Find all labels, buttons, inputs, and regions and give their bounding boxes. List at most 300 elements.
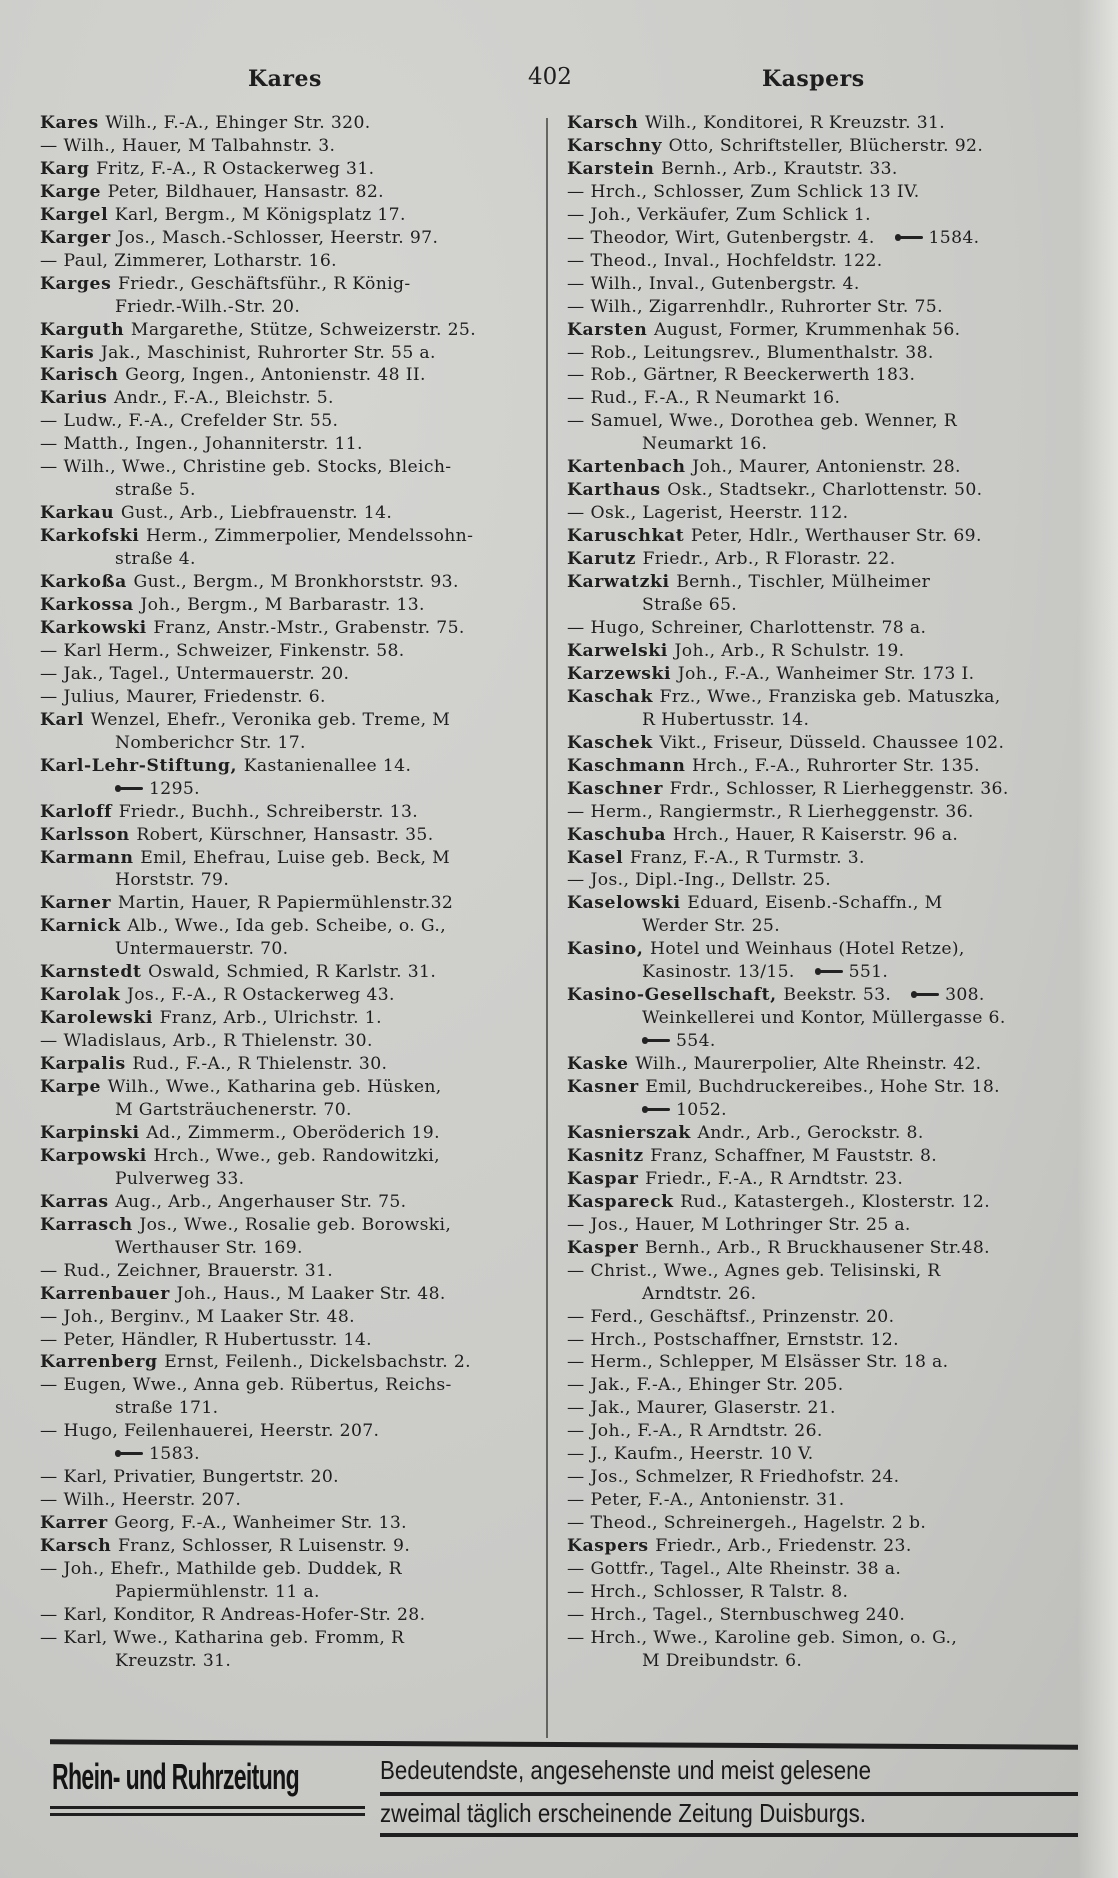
entry-continuation xyxy=(40,778,550,801)
entry-details: straße 171. xyxy=(115,1398,219,1419)
entry-details: Jak., Tagel., Untermauerstr. 20. xyxy=(63,663,350,684)
entry-continuation xyxy=(567,1650,1087,1673)
entry-details: Straße 65. xyxy=(642,595,738,616)
entry-details: Wilh., Hauer, M Talbahnstr. 3. xyxy=(63,135,336,156)
entry-details: Papiermühlenstr. 11 a. xyxy=(115,1582,320,1602)
directory-entry xyxy=(567,112,1087,135)
entry-details: Weinkellerei und Kontor, Müllergasse 6. xyxy=(642,1008,1006,1029)
directory-entry xyxy=(40,204,550,227)
page-number: 402 xyxy=(528,64,572,90)
entry-same-surname xyxy=(567,1581,1087,1604)
entry-same-surname xyxy=(567,250,1087,273)
entry-same-surname xyxy=(567,1466,1087,1489)
entry-details: Gust., Bergm., M Bronkhorststr. 93. xyxy=(133,572,459,593)
entry-surname: Karutz xyxy=(567,549,643,570)
entry-same-surname xyxy=(40,410,550,433)
directory-entry xyxy=(567,479,1087,502)
entry-details: Fritz, F.-A., R Ostackerweg 31. xyxy=(96,158,375,179)
directory-entry xyxy=(40,319,550,342)
entry-details: Emil, Buchdruckereibes., Hohe Str. 18. xyxy=(645,1077,1000,1098)
entry-same-surname xyxy=(40,686,550,709)
entry-same-surname xyxy=(567,801,1087,824)
directory-entry xyxy=(567,525,1087,548)
directory-entry xyxy=(40,364,550,387)
directory-entry xyxy=(567,732,1087,755)
directory-entry xyxy=(567,1535,1087,1558)
entry-same-surname xyxy=(567,869,1087,892)
directory-entry xyxy=(40,1145,550,1168)
repeat-surname-dash: — xyxy=(40,434,58,455)
entry-details: Neumarkt 16. xyxy=(642,434,768,455)
repeat-surname-dash: — xyxy=(40,640,58,661)
entry-surname: Karges xyxy=(40,273,118,294)
entry-details: Eduard, Eisenb.-Schaffn., M xyxy=(687,893,943,914)
right-column xyxy=(567,112,1087,1673)
entry-details: Joh., F.-A., Wanheimer Str. 173 I. xyxy=(677,663,975,684)
entry-details: Rob., Leitungsrev., Blumenthalstr. 38. xyxy=(590,342,934,363)
entry-details: Wilh., Maurerpolier, Alte Rheinstr. 42. xyxy=(635,1054,982,1075)
entry-same-surname xyxy=(40,250,550,273)
entry-details: Franz, Schaffner, M Fauststr. 8. xyxy=(650,1145,938,1166)
running-head-left: Kares xyxy=(248,66,322,92)
entry-surname: Karschny xyxy=(567,135,669,156)
entry-surname: Karis xyxy=(40,342,101,363)
directory-entry xyxy=(40,1053,550,1076)
entry-same-surname xyxy=(567,1306,1087,1329)
entry-surname: Karner xyxy=(40,893,118,914)
column-divider xyxy=(546,118,548,1738)
entry-details: Hugo, Schreiner, Charlottenstr. 78 a. xyxy=(590,617,927,638)
entry-details: Wilh., Heerstr. 207. xyxy=(63,1490,242,1511)
entry-surname: Karolak xyxy=(40,985,127,1006)
entry-surname: Kaske xyxy=(567,1054,636,1075)
entry-details: Hrch., Tagel., Sternbuschweg 240. xyxy=(590,1604,906,1625)
entry-details: Christ., Wwe., Agnes geb. Telisinski, R xyxy=(590,1260,941,1281)
entry-details: Jos., F.-A., R Ostackerweg 43. xyxy=(126,985,395,1006)
entry-same-surname xyxy=(567,1443,1087,1466)
repeat-surname-dash: — xyxy=(567,1260,585,1281)
entry-details: Peter, Händler, R Hubertusstr. 14. xyxy=(63,1329,372,1350)
entry-continuation xyxy=(567,1283,1087,1306)
left-column xyxy=(40,112,550,1673)
entry-surname: Karkossa xyxy=(40,595,141,616)
ad-brand-rule xyxy=(50,1806,365,1809)
entry-details: Theod., Inval., Hochfeldstr. 122. xyxy=(590,250,883,271)
entry-details: Hotel und Weinhaus (Hotel Retze), xyxy=(650,939,965,960)
entry-surname: Karl xyxy=(40,709,91,730)
entry-details: Rud., Katastergeh., Klosterstr. 12. xyxy=(680,1191,991,1212)
entry-same-surname xyxy=(567,342,1087,365)
entry-continuation xyxy=(567,961,1087,984)
entry-details: Joh., Arb., R Schulstr. 19. xyxy=(674,640,905,661)
repeat-surname-dash: — xyxy=(40,1490,58,1511)
entry-same-surname xyxy=(567,1351,1087,1374)
entry-surname: Karwelski xyxy=(567,640,675,661)
entry-surname: Kaschmann xyxy=(567,755,693,776)
entry-details: Osk., Lagerist, Heerstr. 112. xyxy=(590,503,849,524)
ad-slogan-line-2: zweimal täglich erscheinende Zeitung Duisburgs. xyxy=(380,1798,866,1828)
entry-same-surname xyxy=(40,1558,550,1581)
entry-details: Ad., Zimmerm., Oberöderich 19. xyxy=(146,1122,440,1143)
entry-details: Franz, Arb., Ulrichstr. 1. xyxy=(159,1008,382,1029)
entry-surname: Karge xyxy=(40,181,108,202)
repeat-surname-dash: — xyxy=(567,1513,585,1534)
entry-details: Hrch., Hauer, R Kaiserstr. 96 a. xyxy=(672,824,959,845)
entry-surname: Karrenberg xyxy=(40,1352,165,1373)
entry-details: Bernh., Arb., Krautstr. 33. xyxy=(661,158,898,179)
entry-surname: Karl-Lehr-Stiftung, xyxy=(40,755,244,776)
entry-details: Nomberichcr Str. 17. xyxy=(115,732,306,753)
entry-continuation xyxy=(567,1030,1087,1053)
repeat-surname-dash: — xyxy=(567,1214,585,1235)
entry-details: Alb., Wwe., Ida geb. Scheibe, o. G., xyxy=(127,916,447,937)
entry-details: J., Kaufm., Heerstr. 10 V. xyxy=(590,1444,814,1465)
entry-surname: Kaschak xyxy=(567,686,660,707)
entry-surname: Karpinski xyxy=(40,1122,147,1143)
entry-details: Wilh., Konditorei, R Kreuzstr. 31. xyxy=(644,113,946,133)
entry-details: Wilh., F.-A., Ehinger Str. 320. xyxy=(105,113,371,133)
entry-same-surname xyxy=(567,1374,1087,1397)
entry-details: Ludw., F.-A., Crefelder Str. 55. xyxy=(63,411,339,432)
directory-entry xyxy=(567,1191,1087,1214)
repeat-surname-dash: — xyxy=(567,411,585,432)
entry-same-surname xyxy=(40,1374,550,1397)
repeat-surname-dash: — xyxy=(567,342,585,363)
entry-details: straße 4. xyxy=(115,549,196,570)
entry-same-surname xyxy=(567,1214,1087,1237)
directory-entry xyxy=(40,709,550,732)
entry-details: Rud., F.-A., R Neumarkt 16. xyxy=(590,388,841,409)
entry-details: Joh., Berginv., M Laaker Str. 48. xyxy=(63,1306,355,1327)
entry-details: Hrch., Schlosser, Zum Schlick 13 IV. xyxy=(590,181,920,202)
directory-entry xyxy=(40,1283,550,1306)
entry-details: Friedr., F.-A., R Arndtstr. 23. xyxy=(645,1168,904,1189)
directory-entry xyxy=(567,824,1087,847)
repeat-surname-dash: — xyxy=(40,1604,58,1625)
directory-entry xyxy=(40,755,550,778)
directory-entry xyxy=(567,548,1087,571)
telephone-icon xyxy=(642,1105,668,1114)
entry-continuation xyxy=(567,915,1087,938)
entry-surname: Karras xyxy=(40,1191,116,1212)
directory-entry xyxy=(40,617,550,640)
entry-surname: Kasnierszak xyxy=(567,1122,698,1143)
entry-details: Aug., Arb., Angerhauser Str. 75. xyxy=(115,1191,407,1212)
entry-details: Kreuzstr. 31. xyxy=(115,1650,232,1671)
entry-surname: Kasino-Gesellschaft, xyxy=(567,985,784,1006)
entry-details: 1583. xyxy=(149,1444,200,1465)
entry-details: Paul, Zimmerer, Lotharstr. 16. xyxy=(63,250,337,271)
directory-entry xyxy=(40,1512,550,1535)
entry-details: Hrch., Postschaffner, Ernststr. 12. xyxy=(590,1329,899,1350)
entry-details: Franz, Schlosser, R Luisenstr. 9. xyxy=(117,1536,411,1557)
entry-details: Werthauser Str. 169. xyxy=(115,1237,303,1258)
ad-slogan-rule xyxy=(380,1792,1078,1796)
entry-same-surname xyxy=(567,502,1087,525)
entry-continuation xyxy=(567,594,1087,617)
entry-continuation xyxy=(40,1581,550,1604)
entry-same-surname xyxy=(40,640,550,663)
entry-details: Peter, F.-A., Antonienstr. 31. xyxy=(590,1490,845,1511)
entry-same-surname xyxy=(567,1420,1087,1443)
entry-details: Theod., Schreinergeh., Hagelstr. 2 b. xyxy=(590,1513,927,1534)
ad-top-rule xyxy=(50,1739,1078,1749)
telephone-icon xyxy=(911,990,937,999)
entry-details: Wilh., Wwe., Katharina geb. Hüsken, xyxy=(107,1077,442,1098)
telephone-icon xyxy=(115,784,141,793)
entry-continuation xyxy=(40,296,550,319)
repeat-surname-dash: — xyxy=(40,1329,58,1350)
entry-details: Kasinostr. 13/15. xyxy=(642,962,795,983)
repeat-surname-dash: — xyxy=(567,1490,585,1511)
entry-surname: Karger xyxy=(40,227,118,248)
ad-brand-rule xyxy=(50,1813,365,1816)
directory-entry xyxy=(567,319,1087,342)
repeat-surname-dash: — xyxy=(567,1352,585,1373)
entry-details: Untermauerstr. 70. xyxy=(115,939,289,960)
entry-surname: Kargel xyxy=(40,204,115,225)
entry-details: Pulverweg 33. xyxy=(115,1168,245,1189)
repeat-surname-dash: — xyxy=(567,204,585,225)
entry-surname: Karmann xyxy=(40,847,141,868)
repeat-surname-dash: — xyxy=(40,250,58,271)
entry-details: Wilh., Inval., Gutenbergstr. 4. xyxy=(590,273,860,294)
entry-details: Joh., Maurer, Antonienstr. 28. xyxy=(692,457,961,478)
entry-details: Hrch., F.-A., Ruhrorter Str. 135. xyxy=(692,755,980,776)
directory-entry xyxy=(567,755,1087,778)
entry-details: Wilh., Zigarrenhdlr., Ruhrorter Str. 75. xyxy=(590,296,943,317)
repeat-surname-dash: — xyxy=(567,1604,585,1625)
entry-details: Franz, Anstr.-Mstr., Grabenstr. 75. xyxy=(153,617,465,638)
directory-entry xyxy=(40,1351,550,1374)
entry-surname: Karkofski xyxy=(40,526,146,547)
entry-details: Joh., F.-A., R Arndtstr. 26. xyxy=(590,1421,823,1442)
entry-surname: Karsch xyxy=(40,1536,118,1557)
telephone-icon xyxy=(642,1036,668,1045)
entry-details: R Hubertusstr. 14. xyxy=(642,709,810,730)
repeat-surname-dash: — xyxy=(567,273,585,294)
entry-details: Hugo, Feilenhauerei, Heerstr. 207. xyxy=(63,1421,380,1442)
directory-entry xyxy=(40,181,550,204)
repeat-surname-dash: — xyxy=(567,801,585,822)
entry-details: Karl, Bergm., M Königsplatz 17. xyxy=(114,204,406,225)
directory-entry xyxy=(40,525,550,548)
entry-same-surname xyxy=(567,273,1087,296)
entry-details: Matth., Ingen., Johanniterstr. 11. xyxy=(63,434,363,455)
entry-surname: Karthaus xyxy=(567,480,668,501)
entry-continuation xyxy=(40,548,550,571)
entry-details: Bernh., Arb., R Bruckhausener Str.48. xyxy=(644,1237,990,1258)
phone-number: 551. xyxy=(848,962,889,983)
directory-entry xyxy=(40,571,550,594)
entry-details: Osk., Stadtsekr., Charlottenstr. 50. xyxy=(667,480,983,501)
entry-details: M Dreibundstr. 6. xyxy=(642,1650,803,1671)
directory-entry xyxy=(40,824,550,847)
running-head-right: Kaspers xyxy=(762,66,865,92)
repeat-surname-dash: — xyxy=(567,227,585,248)
repeat-surname-dash: — xyxy=(567,1375,585,1396)
entry-details: Georg, Ingen., Antonienstr. 48 II. xyxy=(125,365,426,386)
entry-details: Gust., Arb., Liebfrauenstr. 14. xyxy=(120,503,393,524)
entry-same-surname xyxy=(40,1260,550,1283)
entry-details: Gottfr., Tagel., Alte Rheinstr. 38 a. xyxy=(590,1559,902,1580)
repeat-surname-dash: — xyxy=(40,1031,58,1052)
repeat-surname-dash: — xyxy=(567,1582,585,1602)
entry-surname: Karguth xyxy=(40,319,131,340)
entry-details: Joh., Verkäufer, Zum Schlick 1. xyxy=(590,204,871,225)
entry-continuation xyxy=(40,869,550,892)
entry-same-surname xyxy=(40,135,550,158)
directory-entry xyxy=(567,1053,1087,1076)
entry-details: Werder Str. 25. xyxy=(642,916,781,937)
entry-surname: Karpalis xyxy=(40,1054,133,1075)
entry-details: Wladislaus, Arb., R Thielenstr. 30. xyxy=(63,1031,373,1052)
entry-details: Kastanienallee 14. xyxy=(243,755,412,776)
repeat-surname-dash: — xyxy=(567,1627,585,1648)
entry-details: Vikt., Friseur, Düsseld. Chaussee 102. xyxy=(659,732,1005,753)
entry-details: Karl, Konditor, R Andreas-Hofer-Str. 28. xyxy=(63,1604,426,1625)
entry-continuation xyxy=(567,1007,1087,1030)
directory-entry xyxy=(40,1191,550,1214)
entry-details: Bernh., Tischler, Mülheimer xyxy=(676,572,931,593)
entry-details: Peter, Hdlr., Werthauser Str. 69. xyxy=(690,526,982,547)
repeat-surname-dash: — xyxy=(567,296,585,317)
directory-entry xyxy=(40,892,550,915)
entry-surname: Karrer xyxy=(40,1513,115,1534)
repeat-surname-dash: — xyxy=(567,503,585,524)
entry-same-surname xyxy=(40,1030,550,1053)
entry-surname: Karpe xyxy=(40,1077,108,1098)
repeat-surname-dash: — xyxy=(40,1421,58,1442)
directory-entry xyxy=(40,984,550,1007)
entry-surname: Kasper xyxy=(567,1237,645,1258)
entry-details: Otto, Schriftsteller, Blücherstr. 92. xyxy=(668,135,984,156)
entry-details: Robert, Kürschner, Hansastr. 35. xyxy=(136,824,434,845)
entry-details: Samuel, Wwe., Dorothea geb. Wenner, R xyxy=(590,411,958,432)
repeat-surname-dash: — xyxy=(40,457,58,478)
entry-continuation xyxy=(40,479,550,502)
repeat-surname-dash: — xyxy=(40,1306,58,1327)
entry-details: Wilh., Wwe., Christine geb. Stocks, Bleich- xyxy=(63,457,452,478)
entry-details: Arndtstr. 26. xyxy=(642,1283,757,1304)
entry-surname: Karnick xyxy=(40,916,128,937)
directory-entry xyxy=(567,1237,1087,1260)
repeat-surname-dash: — xyxy=(40,411,58,432)
directory-entry xyxy=(567,686,1087,709)
directory-entry xyxy=(40,961,550,984)
entry-continuation xyxy=(40,1650,550,1673)
directory-entry xyxy=(567,892,1087,915)
repeat-surname-dash: — xyxy=(567,365,585,386)
ad-slogan-rule xyxy=(380,1833,1078,1837)
entry-surname: Kares xyxy=(40,113,106,133)
entry-surname: Karkau xyxy=(40,503,121,524)
telephone-icon xyxy=(815,967,841,976)
entry-same-surname xyxy=(567,387,1087,410)
entry-same-surname xyxy=(567,617,1087,640)
entry-details: Oswald, Schmied, R Karlstr. 31. xyxy=(148,962,437,983)
entry-surname: Karsten xyxy=(567,319,654,340)
entry-details: Peter, Bildhauer, Hansastr. 82. xyxy=(107,181,384,202)
entry-details: straße 5. xyxy=(115,480,196,501)
directory-entry xyxy=(567,1076,1087,1099)
entry-surname: Karnstedt xyxy=(40,962,149,983)
entry-details: August, Former, Krummenhak 56. xyxy=(653,319,961,340)
directory-entry xyxy=(40,1122,550,1145)
entry-details: Ferd., Geschäftsf., Prinzenstr. 20. xyxy=(590,1306,895,1327)
entry-surname: Karolewski xyxy=(40,1008,160,1029)
entry-same-surname xyxy=(40,1329,550,1352)
directory-entry xyxy=(40,594,550,617)
directory-entry xyxy=(567,135,1087,158)
entry-details: Joh., Haus., M Laaker Str. 48. xyxy=(176,1283,446,1304)
directory-entry xyxy=(40,1214,550,1237)
entry-continuation xyxy=(40,732,550,755)
directory-entry xyxy=(567,640,1087,663)
entry-same-surname xyxy=(567,296,1087,319)
repeat-surname-dash: — xyxy=(40,686,58,707)
directory-entry xyxy=(40,847,550,870)
entry-surname: Kaselowski xyxy=(567,893,688,914)
entry-details: Jak., F.-A., Ehinger Str. 205. xyxy=(590,1375,844,1396)
entry-same-surname xyxy=(567,1558,1087,1581)
entry-details: Horststr. 79. xyxy=(115,870,230,891)
entry-same-surname xyxy=(40,1306,550,1329)
entry-surname: Karkowski xyxy=(40,617,154,638)
entry-details: Emil, Ehefrau, Luise geb. Beck, M xyxy=(140,847,451,868)
directory-entry xyxy=(40,915,550,938)
entry-surname: Karkoßa xyxy=(40,572,134,593)
entry-surname: Karsch xyxy=(567,113,645,133)
entry-surname: Karwatzki xyxy=(567,572,677,593)
repeat-surname-dash: — xyxy=(567,250,585,271)
directory-entry xyxy=(40,342,550,365)
directory-entry xyxy=(40,502,550,525)
entry-same-surname xyxy=(40,1627,550,1650)
entry-continuation xyxy=(40,1237,550,1260)
entry-details: Rob., Gärtner, R Beeckerwerth 183. xyxy=(590,365,916,386)
entry-surname: Karisch xyxy=(40,365,126,386)
directory-entry xyxy=(40,1007,550,1030)
entry-same-surname xyxy=(567,1627,1087,1650)
entry-same-surname xyxy=(40,663,550,686)
entry-details: Karl, Privatier, Bungertstr. 20. xyxy=(63,1467,339,1488)
entry-surname: Kaschuba xyxy=(567,824,673,845)
entry-details: Andr., F.-A., Bleichstr. 5. xyxy=(114,388,334,409)
entry-same-surname xyxy=(40,1604,550,1627)
entry-surname: Karstein xyxy=(567,158,662,179)
entry-surname: Kaschner xyxy=(567,778,670,799)
entry-same-surname xyxy=(567,204,1087,227)
entry-same-surname xyxy=(40,1489,550,1512)
entry-same-surname xyxy=(40,1466,550,1489)
entry-surname: Karuschkat xyxy=(567,526,691,547)
repeat-surname-dash: — xyxy=(40,1375,58,1396)
ad-brand-name: Rhein- und Ruhrzeitung xyxy=(52,1756,299,1797)
repeat-surname-dash: — xyxy=(567,617,585,638)
entry-surname: Kaschek xyxy=(567,732,660,753)
entry-details: Karl Herm., Schweizer, Finkenstr. 58. xyxy=(63,640,405,661)
entry-details: Eugen, Wwe., Anna geb. Rübertus, Reichs- xyxy=(63,1375,452,1396)
entry-details: Friedr., Arb., R Florastr. 22. xyxy=(642,549,896,570)
entry-same-surname xyxy=(567,1329,1087,1352)
repeat-surname-dash: — xyxy=(40,663,58,684)
directory-entry xyxy=(567,456,1087,479)
entry-details: 1295. xyxy=(149,778,200,799)
repeat-surname-dash: — xyxy=(567,1559,585,1580)
entry-surname: Karrenbauer xyxy=(40,1283,177,1304)
entry-surname: Karloff xyxy=(40,801,119,822)
